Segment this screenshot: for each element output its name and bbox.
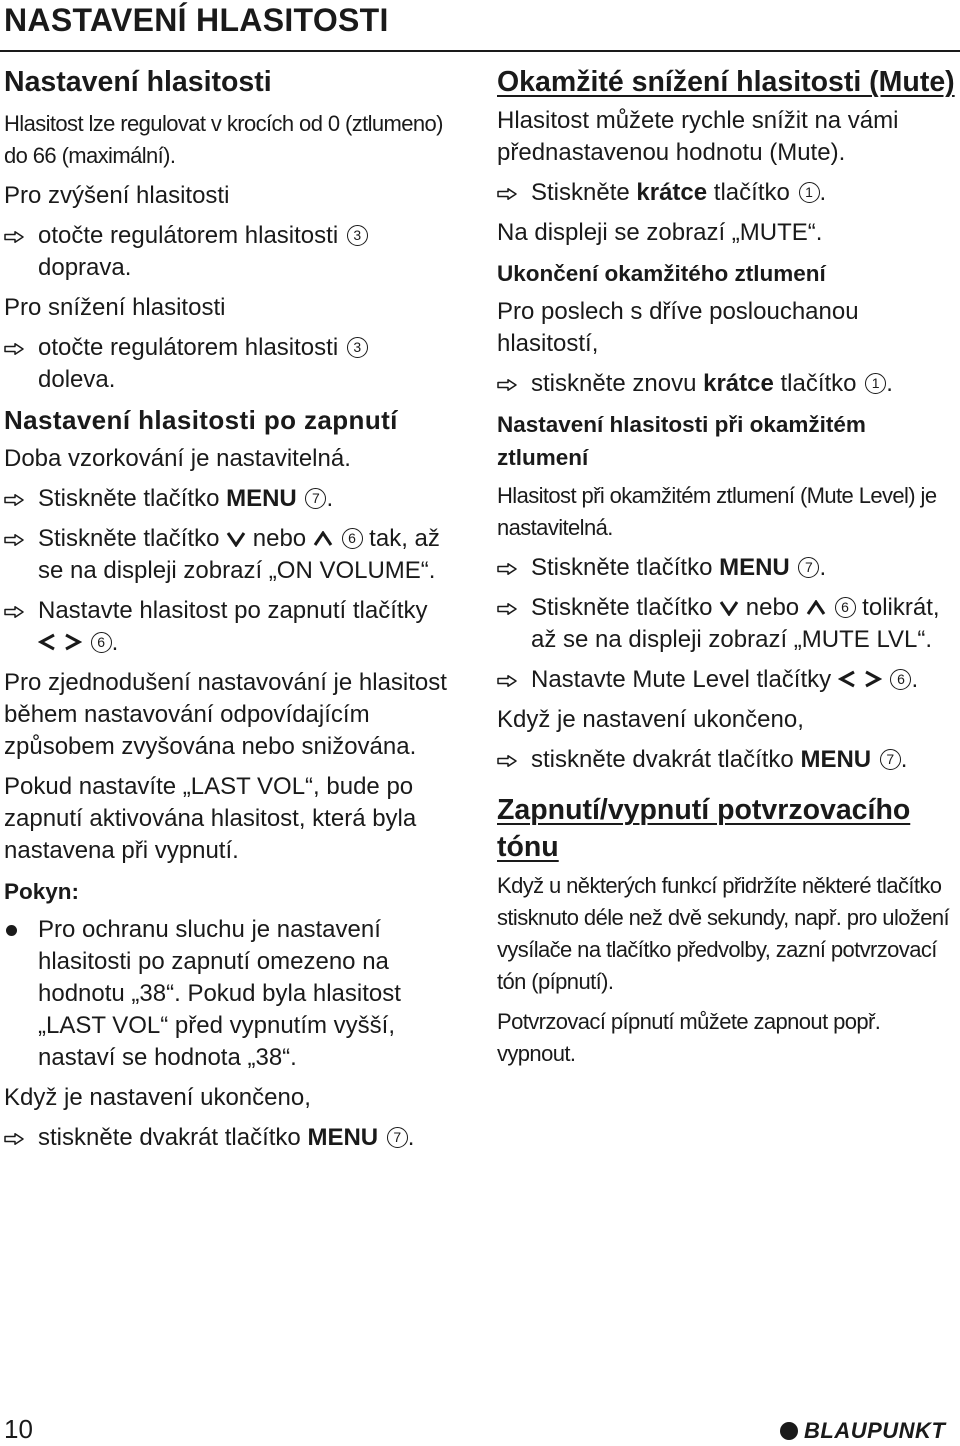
para-done: Když je nastavení ukončeno, bbox=[4, 1084, 311, 1111]
arrow-right-icon bbox=[4, 343, 24, 355]
heading-volume: Nastavení hlasitosti bbox=[4, 66, 272, 98]
control-number: 7 bbox=[798, 557, 819, 578]
heading-on-volume: Nastavení hlasitosti po zapnutí bbox=[4, 405, 398, 435]
step-set-mute-level: Nastavte Mute Level tlačítky 6 . bbox=[497, 664, 957, 696]
para-end-mute: Pro poslech s dříve poslouchanou hlasitostí, bbox=[497, 298, 859, 357]
title-rule bbox=[0, 50, 960, 52]
step-press-menu-twice: stiskněte dvakrát tlačítko MENU 7 . bbox=[497, 744, 957, 776]
control-number: 1 bbox=[865, 373, 886, 394]
para-last-vol: Pokud nastavíte „LAST VOL“, bude po zapnutí aktivována hlasitost, která byla nastavena při vypnutí. bbox=[4, 773, 417, 864]
up-arrow-icon bbox=[313, 531, 333, 547]
para-decrease: Pro snížení hlasitosti bbox=[4, 294, 226, 321]
heading-end-mute: Ukončení okamžitého ztlumení bbox=[497, 261, 826, 286]
control-number: 7 bbox=[305, 488, 326, 509]
brand-logo: BLAUPUNKT bbox=[780, 1418, 945, 1444]
para-range: Hlasitost lze regulovat v krocích od 0 (ztlumeno) do 66 (maximální). bbox=[4, 111, 443, 168]
para-increase: Pro zvýšení hlasitosti bbox=[4, 182, 230, 209]
down-arrow-icon bbox=[719, 600, 739, 616]
step-turn-right: otočte regulátorem hlasitosti 3 doprava. bbox=[4, 220, 464, 284]
arrow-right-icon bbox=[497, 563, 517, 575]
para-mute-level: Hlasitost při okamžitém ztlumení (Mute Level) je nastavitelná. bbox=[497, 483, 937, 540]
note-label: Pokyn: bbox=[4, 879, 80, 904]
para-beep: Když u některých funkcí přidržíte některé tlačítko stisknuto déle než dvě sekundy, např. pro uložení vysílače na tlačítko předvolby, zazní potvrzovací tón (pípnutí). bbox=[497, 873, 950, 994]
control-number: 6 bbox=[91, 632, 112, 653]
arrow-right-icon bbox=[497, 755, 517, 767]
page-title: NASTAVENÍ HLASITOSTI bbox=[4, 2, 389, 38]
step-press-again: stiskněte znovu krátce tlačítko 1 . bbox=[497, 368, 957, 400]
heading-beep: Zapnutí/vypnutí potvrzovacího tónu bbox=[497, 794, 911, 863]
para-beep-toggle: Potvrzovací pípnutí můžete zapnout popř. vypnout. bbox=[497, 1009, 881, 1066]
para-mute-display: Na displeji se zobrazí „MUTE“. bbox=[497, 219, 823, 246]
bullet-dot-icon bbox=[6, 925, 17, 936]
page-number: 10 bbox=[4, 1414, 33, 1444]
control-number: 6 bbox=[342, 528, 363, 549]
para-mute: Hlasitost můžete rychle snížit na vámi přednastavenou hodnotu (Mute). bbox=[497, 107, 899, 166]
control-number: 7 bbox=[880, 749, 901, 770]
down-arrow-icon bbox=[226, 531, 246, 547]
control-number: 7 bbox=[387, 1127, 408, 1148]
arrow-right-icon bbox=[497, 603, 517, 615]
arrow-right-icon bbox=[4, 1133, 24, 1145]
step-press-menu-twice: stiskněte dvakrát tlačítko MENU 7 . bbox=[4, 1122, 464, 1154]
para-simplify: Pro zjednodušení nastavování je hlasitost během nastavování odpovídajícím způsobem zvyšována nebo snižována. bbox=[4, 669, 447, 760]
up-arrow-icon bbox=[806, 600, 826, 616]
brand-dot-icon bbox=[780, 1422, 798, 1440]
step-press-short: Stiskněte krátce tlačítko 1 . bbox=[497, 177, 957, 209]
step-turn-left: otočte regulátorem hlasitosti 3 doleva. bbox=[4, 332, 464, 396]
para-done: Když je nastavení ukončeno, bbox=[497, 706, 804, 733]
note-bullet: Pro ochranu sluchu je nastavení hlasitosti po zapnutí omezeno na hodnotu „38“. Pokud byla hlasitost „LAST VOL“ před vypnutím vyšší, nastaví se hodnota „38“. bbox=[4, 914, 464, 1074]
para-sampling: Doba vzorkování je nastavitelná. bbox=[4, 445, 351, 472]
control-number: 3 bbox=[347, 225, 368, 246]
control-number: 1 bbox=[799, 182, 820, 203]
step-set-volume: Nastavte hlasitost po zapnutí tlačítky 6 . bbox=[4, 595, 464, 659]
left-column bbox=[4, 64, 464, 1162]
heading-mute-level: Nastavení hlasitosti při okamžitém ztlumení bbox=[497, 412, 866, 470]
right-column bbox=[497, 64, 957, 1078]
step-press-updown: Stiskněte tlačítko nebo 6 tolikrát, až se na displeji zobrazí „MUTE LVL“. bbox=[497, 592, 957, 656]
arrow-right-icon bbox=[497, 188, 517, 200]
control-number: 6 bbox=[835, 597, 856, 618]
arrow-right-icon bbox=[4, 494, 24, 506]
control-number: 6 bbox=[890, 669, 911, 690]
left-right-arrows-icon bbox=[838, 670, 882, 688]
control-number: 3 bbox=[347, 337, 368, 358]
step-press-menu: Stiskněte tlačítko MENU 7 . bbox=[497, 552, 957, 584]
step-press-menu: Stiskněte tlačítko MENU 7 . bbox=[4, 483, 464, 515]
arrow-right-icon bbox=[4, 606, 24, 618]
arrow-right-icon bbox=[497, 379, 517, 391]
left-right-arrows-icon bbox=[38, 633, 82, 651]
heading-mute: Okamžité snížení hlasitosti (Mute) bbox=[497, 66, 955, 98]
arrow-right-icon bbox=[497, 675, 517, 687]
arrow-right-icon bbox=[4, 534, 24, 546]
arrow-right-icon bbox=[4, 231, 24, 243]
step-press-updown: Stiskněte tlačítko nebo 6 tak, až se na displeji zobrazí „ON VOLUME“. bbox=[4, 523, 464, 587]
